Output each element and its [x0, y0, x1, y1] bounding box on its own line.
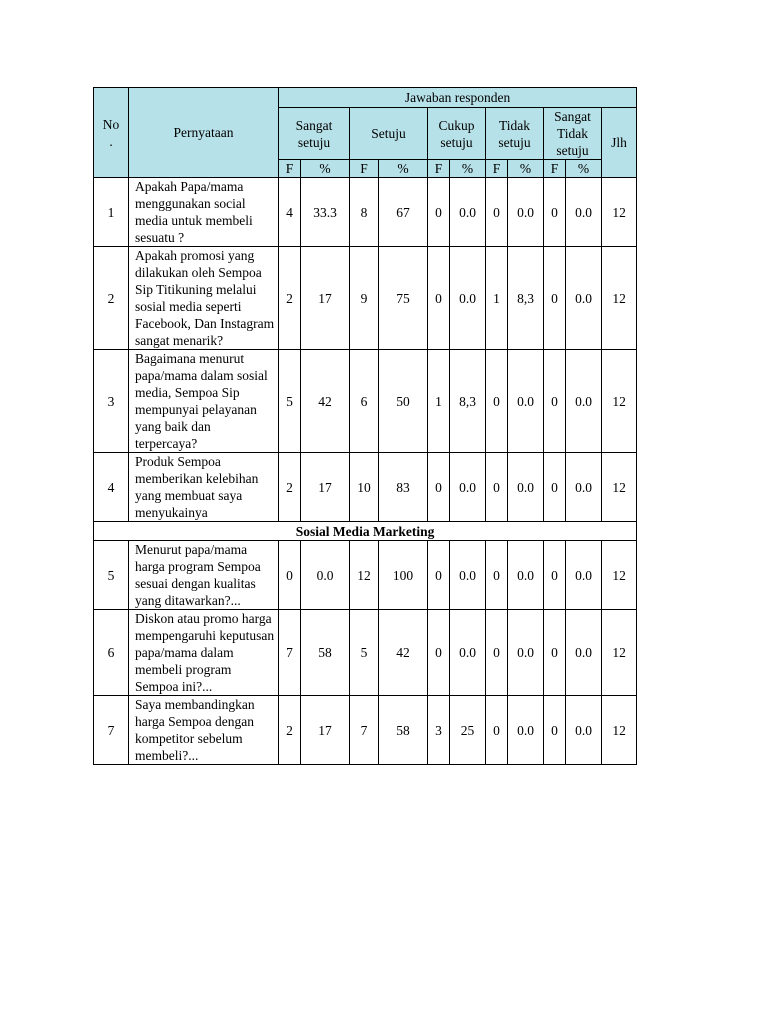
row-total: 12 [602, 350, 637, 453]
row-percent: 0.0 [566, 247, 602, 350]
row-frequency: 0 [428, 541, 450, 610]
row-number: 5 [94, 541, 129, 610]
subheader-f: F [279, 160, 301, 178]
row-frequency: 0 [486, 453, 508, 522]
subheader-percent: % [379, 160, 428, 178]
row-frequency: 0 [544, 350, 566, 453]
row-frequency: 9 [350, 247, 379, 350]
row-percent: 0.0 [566, 541, 602, 610]
row-frequency: 0 [486, 696, 508, 765]
row-frequency: 0 [428, 247, 450, 350]
row-total: 12 [602, 247, 637, 350]
row-frequency: 7 [279, 610, 301, 696]
row-frequency: 6 [350, 350, 379, 453]
table-row [94, 610, 637, 696]
row-statement: Bagaimana menurut papa/mama dalam sosial media, Sempoa Sip mempunyai pelayanan yang baik dan terpercaya? [129, 350, 279, 453]
row-percent: 42 [301, 350, 350, 453]
section-row [94, 522, 637, 541]
row-percent: 17 [301, 696, 350, 765]
row-total: 12 [602, 178, 637, 247]
row-total: 12 [602, 696, 637, 765]
table-row [94, 178, 637, 247]
header-cukup-setuju: Cukup setuju [428, 108, 486, 160]
row-percent: 0.0 [450, 247, 486, 350]
survey-table [93, 87, 637, 765]
row-frequency: 7 [350, 696, 379, 765]
row-percent: 0.0 [566, 610, 602, 696]
subheader-percent: % [301, 160, 350, 178]
row-statement: Menurut papa/mama harga program Sempoa sesuai dengan kualitas yang ditawarkan?... [129, 541, 279, 610]
row-statement: Saya membandingkan harga Sempoa dengan kompetitor sebelum membeli?... [129, 696, 279, 765]
row-frequency: 0 [544, 178, 566, 247]
row-percent: 0.0 [450, 541, 486, 610]
row-percent: 0.0 [508, 350, 544, 453]
row-frequency: 0 [279, 541, 301, 610]
row-frequency: 2 [279, 696, 301, 765]
row-frequency: 1 [428, 350, 450, 453]
row-frequency: 0 [544, 247, 566, 350]
row-percent: 58 [379, 696, 428, 765]
table-row [94, 696, 637, 765]
row-percent: 0.0 [566, 453, 602, 522]
header-no-label: No . [102, 116, 120, 149]
subheader-percent: % [450, 160, 486, 178]
row-number: 3 [94, 350, 129, 453]
row-number: 4 [94, 453, 129, 522]
row-frequency: 2 [279, 453, 301, 522]
row-percent: 83 [379, 453, 428, 522]
subheader-f: F [350, 160, 379, 178]
header-total: Jlh [602, 108, 637, 178]
row-percent: 0.0 [450, 178, 486, 247]
header-no [94, 88, 129, 178]
row-percent: 8,3 [508, 247, 544, 350]
row-percent: 0.0 [508, 696, 544, 765]
row-frequency: 0 [544, 453, 566, 522]
row-statement: Apakah Papa/mama menggunakan social media untuk membeli sesuatu ? [129, 178, 279, 247]
row-frequency: 0 [486, 610, 508, 696]
row-percent: 0.0 [301, 541, 350, 610]
row-frequency: 0 [428, 453, 450, 522]
row-percent: 17 [301, 453, 350, 522]
subheader-f: F [544, 160, 566, 178]
row-percent: 25 [450, 696, 486, 765]
subheader-percent: % [508, 160, 544, 178]
row-frequency: 0 [544, 541, 566, 610]
row-frequency: 5 [279, 350, 301, 453]
header-setuju: Setuju [350, 108, 428, 160]
row-percent: 33.3 [301, 178, 350, 247]
row-total: 12 [602, 541, 637, 610]
row-number: 1 [94, 178, 129, 247]
row-frequency: 0 [544, 610, 566, 696]
row-percent: 0.0 [566, 350, 602, 453]
header-tidak-setuju: Tidak setuju [486, 108, 544, 160]
row-percent: 75 [379, 247, 428, 350]
subheader-f: F [428, 160, 450, 178]
row-frequency: 0 [486, 178, 508, 247]
row-frequency: 0 [544, 696, 566, 765]
table-row [94, 350, 637, 453]
header-statement: Pernyataan [129, 88, 279, 178]
row-frequency: 4 [279, 178, 301, 247]
table-row [94, 247, 637, 350]
row-frequency: 8 [350, 178, 379, 247]
row-percent: 50 [379, 350, 428, 453]
row-percent: 100 [379, 541, 428, 610]
row-percent: 58 [301, 610, 350, 696]
row-frequency: 0 [428, 610, 450, 696]
row-percent: 0.0 [508, 610, 544, 696]
row-frequency: 10 [350, 453, 379, 522]
row-frequency: 2 [279, 247, 301, 350]
row-percent: 17 [301, 247, 350, 350]
row-number: 6 [94, 610, 129, 696]
row-percent: 42 [379, 610, 428, 696]
row-statement: Produk Sempoa memberikan kelebihan yang membuat saya menyukainya [129, 453, 279, 522]
row-percent: 0.0 [508, 453, 544, 522]
row-statement: Apakah promosi yang dilakukan oleh Sempoa Sip Titikuning melalui sosial media seperti Facebook, Dan Instagram sangat menarik? [129, 247, 279, 350]
row-frequency: 12 [350, 541, 379, 610]
row-frequency: 3 [428, 696, 450, 765]
header-answer-group: Jawaban responden [279, 88, 637, 108]
row-percent: 0.0 [508, 541, 544, 610]
table-row [94, 453, 637, 522]
table-row [94, 541, 637, 610]
row-frequency: 0 [486, 541, 508, 610]
row-frequency: 0 [428, 178, 450, 247]
subheader-f: F [486, 160, 508, 178]
row-total: 12 [602, 453, 637, 522]
row-frequency: 5 [350, 610, 379, 696]
row-percent: 0.0 [450, 453, 486, 522]
header-sangat-setuju: Sangat setuju [279, 108, 350, 160]
subheader-percent: % [566, 160, 602, 178]
row-percent: 0.0 [450, 610, 486, 696]
header-sangat-tidak-setuju: Sangat Tidak setuju [544, 108, 602, 160]
section-label: Sosial Media Marketing [94, 522, 637, 541]
row-percent: 0.0 [566, 696, 602, 765]
row-percent: 0.0 [508, 178, 544, 247]
row-number: 2 [94, 247, 129, 350]
row-percent: 67 [379, 178, 428, 247]
row-frequency: 0 [486, 350, 508, 453]
row-total: 12 [602, 610, 637, 696]
row-frequency: 1 [486, 247, 508, 350]
row-percent: 8,3 [450, 350, 486, 453]
row-number: 7 [94, 696, 129, 765]
row-percent: 0.0 [566, 178, 602, 247]
row-statement: Diskon atau promo harga mempengaruhi keputusan papa/mama dalam membeli program Sempoa ini?... [129, 610, 279, 696]
